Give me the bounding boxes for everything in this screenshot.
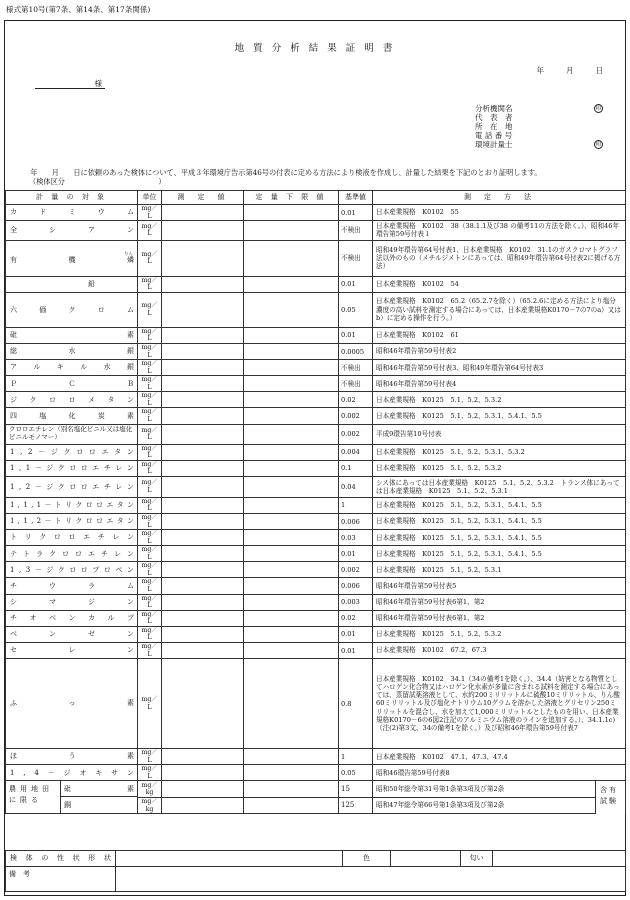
quant-limit-cell[interactable] (244, 292, 339, 327)
analyst-label: 電 話 番 号 (475, 131, 513, 140)
quant-limit-cell[interactable] (244, 642, 339, 658)
method-cell: 日本産業規格 K0125 5.1、5.2、5.3.1、5.4.1、5.5 (373, 497, 626, 513)
standard-value-cell: 0.05 (339, 765, 373, 781)
substance-name (6, 530, 138, 546)
standard-value-cell: 0.003 (339, 594, 373, 610)
method-cell: 昭和46年環告第59号付表6第1、第2 (373, 594, 626, 610)
method-cell: 日本産業規格 K0102 47.1、47.3、47.4 (373, 749, 626, 765)
quant-limit-cell[interactable] (244, 530, 339, 546)
table-row (6, 240, 626, 276)
unit-cell: mg／L (138, 497, 162, 513)
substance-label: 鉛 (88, 280, 95, 289)
table-row (6, 444, 626, 460)
method-cell: 昭和46年環告第59号付表2 (373, 343, 626, 359)
substance-label: 総 水 銀 (10, 347, 134, 356)
smell-label: 匂い (461, 851, 493, 867)
substance-label: 1 , 2 － ジ ク ロ ロ エ タ ン (10, 447, 134, 456)
standard-value-cell: 0.8 (339, 659, 373, 749)
unit-cell: mg／L (138, 392, 162, 408)
content-test-note: 含有試験 (595, 781, 625, 814)
measured-value-cell[interactable] (162, 749, 244, 765)
standard-value-cell: 0.002 (339, 424, 373, 444)
substance-name (6, 659, 138, 749)
method-cell: 日本産業規格 K0102 54 (373, 276, 626, 292)
quant-limit-cell[interactable] (244, 513, 339, 529)
substance-name (6, 376, 138, 392)
method-cell: 日本産業規格 K0125 5.1、5.2、5.3.1 (373, 562, 626, 578)
quant-limit-cell[interactable] (244, 476, 339, 497)
quant-limit-cell[interactable] (244, 626, 339, 642)
quant-limit-cell[interactable] (244, 424, 339, 444)
document-title: 地 質 分 析 結 果 証 明 書 (234, 43, 396, 54)
table-row (6, 343, 626, 359)
table-row (6, 276, 626, 292)
method-cell: 日本産業規格 K0125 5.1、5.2、5.3.2 (373, 626, 626, 642)
method-cell: 日本産業規格 K0102 38（38.1.1及び38 の備考11の方法を除く。）、昭和46年環告第59号付表１ (373, 221, 626, 241)
measured-value-cell[interactable] (162, 530, 244, 546)
header-limit: 定 量 下 限 値 (244, 191, 339, 205)
table-row (6, 626, 626, 642)
substance-name (6, 546, 138, 562)
ruby-text: りん (124, 252, 133, 258)
substance-name (6, 424, 138, 444)
quant-limit-cell[interactable] (244, 408, 339, 424)
substance-name (6, 392, 138, 408)
table-row (6, 594, 626, 610)
table-row (6, 749, 626, 765)
table-row (6, 659, 626, 749)
measured-value-cell[interactable] (162, 610, 244, 626)
table-row (6, 765, 626, 781)
substance-name (6, 749, 138, 765)
unit-cell: mg／L (138, 765, 162, 781)
analyst-label: 環境計量士 (475, 140, 513, 149)
remarks-value[interactable] (116, 867, 626, 892)
sample-category: （検体区分 ） (29, 176, 166, 186)
quant-limit-cell[interactable] (244, 610, 339, 626)
quant-limit-cell[interactable] (244, 444, 339, 460)
method-cell: 日本産業規格 K0102 67.2、67.3 (373, 642, 626, 658)
quant-limit-cell[interactable] (244, 221, 339, 241)
quant-limit-cell[interactable] (244, 240, 339, 276)
table-row (6, 497, 626, 513)
measured-value-cell[interactable] (162, 276, 244, 292)
analyst-info (475, 104, 603, 149)
standard-value-cell: 0.01 (339, 327, 373, 343)
statement-text: 年 月 日に依頼のあった検体について、平成３年環境庁告示第46号の付表に定める方法により検液を作成し、計量した結果を下記のとおり証明します。 (23, 168, 542, 177)
analyst-row (475, 122, 603, 131)
unit-cell: mg／L (138, 205, 162, 221)
table-row (6, 610, 626, 626)
table-row (6, 376, 626, 392)
farmland-substance: 砒 素 (61, 781, 137, 797)
substance-name (6, 513, 138, 529)
substance-name (6, 476, 138, 497)
substance-label: ト リ ク ロ ロ エ チ レ ン (10, 533, 134, 542)
substance-name (6, 327, 138, 343)
standard-value-cell: 1 (339, 497, 373, 513)
measured-value-cell[interactable] (162, 659, 244, 749)
substance-name (6, 240, 138, 276)
unit-cell: mg／L (138, 546, 162, 562)
measured-value-cell[interactable] (162, 797, 244, 814)
unit-cell: mg／L (138, 749, 162, 765)
quant-limit-cell[interactable] (244, 765, 339, 781)
quant-limit-cell[interactable] (244, 797, 339, 814)
measured-value-cell[interactable] (162, 292, 244, 327)
table-row (6, 562, 626, 578)
substance-label: ほ う 素 (10, 752, 134, 761)
table-row (6, 460, 626, 476)
method-cell: 昭和46環告第59号付表8 (373, 765, 626, 781)
measured-value-cell[interactable] (162, 497, 244, 513)
substance-label: 1 , 2 － ジ ク ロ ロ エ チ レ ン (10, 482, 134, 491)
method-cell: 日本産業規格 K0125 5.1、5.2、5.3.1、5.4.1、5.5 (373, 408, 626, 424)
day-label: 日 (595, 66, 603, 75)
method-cell: 日本産業規格 K0102 34.1（34の備考1を除く。）、34.4（妨害となる物質としてハロゲン化合物又はハロゲン化水素が多量に含まれる試料を測定する場合にあっては、蒸留試薬溶液として、水約200ミリリットルに硫酸10ミリリットル、りん酸60ミリリットル及び塩化ナトリウム10グラムを溶かした溶液とグリセリン250ミリリットルを混合し、水を加えて1,000ミリリットルとしたものを用い、日本産業規格K0170－6の6図2注記のアルミニウム溶液のラインを追加する。）、34.1.1c)（注(2)第3文、34の備考1を除く。）及び昭和46年環告第59号付表7 (373, 659, 626, 749)
quant-limit-cell[interactable] (244, 360, 339, 376)
substance-name (6, 360, 138, 376)
quant-limit-cell[interactable] (244, 578, 339, 594)
standard-value-cell: 不検出 (339, 240, 373, 276)
substance-name (6, 610, 138, 626)
table-row (6, 476, 626, 497)
measured-value-cell[interactable] (162, 376, 244, 392)
unit-cell: mg／L (138, 513, 162, 529)
unit-cell: mg／L (138, 240, 162, 276)
standard-value-cell: 不検出 (339, 221, 373, 241)
method-cell (373, 797, 626, 814)
unit-cell: mg／L (138, 610, 162, 626)
unit-cell: mg／L (138, 343, 162, 359)
measured-value-cell[interactable] (162, 240, 244, 276)
standard-value-cell: 15 (339, 781, 373, 798)
standard-value-cell: 0.002 (339, 562, 373, 578)
substance-name (6, 626, 138, 642)
substance-name (6, 408, 138, 424)
measured-value-cell[interactable] (162, 205, 244, 221)
standard-value-cell: 0.006 (339, 513, 373, 529)
substance-name (6, 292, 138, 327)
substance-name (6, 594, 138, 610)
method-text: 昭和50年総令第31号第1条第3項及び第2条 (376, 784, 505, 793)
measured-value-cell[interactable] (162, 594, 244, 610)
measured-value-cell[interactable] (162, 343, 244, 359)
table-row (6, 221, 626, 241)
farmland-row (6, 781, 626, 798)
method-cell: 日本産業規格 K0125 5.1、5.2、5.3.2 (373, 460, 626, 476)
unit-cell: mg／L (138, 476, 162, 497)
substance-label: 1 , 3 － ジ ク ロ ロ プ ロ ペ ン (10, 565, 134, 574)
substance-label: ベ ン ゼ ン (10, 630, 134, 639)
smell-value[interactable] (493, 851, 626, 867)
unit-cell: mg／L (138, 562, 162, 578)
remarks-row (6, 867, 626, 892)
quant-limit-cell[interactable] (244, 392, 339, 408)
standard-value-cell: 0.006 (339, 578, 373, 594)
substance-label: ア ル キ ル 水 銀 (10, 363, 134, 372)
quant-limit-cell[interactable] (244, 327, 339, 343)
unit-cell: mg／kg (138, 797, 162, 814)
standard-value-cell: 0.01 (339, 205, 373, 221)
quant-limit-cell[interactable] (244, 205, 339, 221)
substance-label: テ ト ラ ク ロ ロ エ チ レ ン (10, 549, 134, 558)
standard-value-cell: 0.004 (339, 444, 373, 460)
remarks-label: 備 考 (6, 867, 116, 892)
substance-label: 四 塩 化 炭 素 (10, 411, 134, 420)
standard-value-cell: 不検出 (339, 376, 373, 392)
quant-limit-cell[interactable] (244, 276, 339, 292)
standard-value-cell: 0.1 (339, 460, 373, 476)
substance-label: 1 , 4 － ジ オ キ サ ン (10, 768, 134, 777)
unit-cell: mg／L (138, 578, 162, 594)
analyst-row (475, 104, 603, 113)
unit-cell: mg／L (138, 292, 162, 327)
substance-label: Ｐ Ｃ Ｂ (10, 379, 134, 388)
unit-cell: mg／L (138, 530, 162, 546)
farmland-label: 農用地田に限る (6, 781, 61, 813)
substance-label: 全 シ ア ン (10, 226, 134, 235)
measured-value-cell[interactable] (162, 476, 244, 497)
color-value[interactable] (391, 851, 461, 867)
farmland-group (6, 781, 138, 814)
substance-label: 六 価 ク ロ ム (10, 305, 134, 314)
certification-statement (23, 169, 623, 186)
measured-value-cell[interactable] (162, 642, 244, 658)
table-row (6, 424, 626, 444)
method-cell: 日本産業規格 K0102 61 (373, 327, 626, 343)
measured-value-cell[interactable] (162, 546, 244, 562)
standard-value-cell: 0.0005 (339, 343, 373, 359)
quant-limit-cell[interactable] (244, 659, 339, 749)
analyst-label: 代 表 者 (475, 113, 513, 122)
measured-value-cell[interactable] (162, 424, 244, 444)
measured-value-cell[interactable] (162, 327, 244, 343)
measured-value-cell[interactable] (162, 408, 244, 424)
measured-value-cell[interactable] (162, 460, 244, 476)
method-cell: 日本産業規格 K0102 65.2（65.2.7を除く）（65.2.6に定める方法により塩分濃度の高い試料を測定する場合にあっては、日本産業規格K0170－7の7のa）又はb）に定める操作を行う。） (373, 292, 626, 327)
measured-value-cell[interactable] (162, 360, 244, 376)
farmland-substance: 銅 (64, 801, 71, 810)
substance-label: チ オ ベ ン カ ル ブ (10, 614, 134, 623)
table-row (6, 530, 626, 546)
substance-name (6, 562, 138, 578)
seal-mark: 印 (595, 141, 602, 148)
quant-limit-cell[interactable] (244, 376, 339, 392)
table-row (6, 513, 626, 529)
table-row (6, 360, 626, 376)
table-row (6, 205, 626, 221)
substance-label: クロロエチレン（別名塩化ビニル又は塩化ビニルモノマー） (9, 425, 133, 442)
substance-name (6, 343, 138, 359)
header-method: 測 定 方 法 (373, 191, 626, 205)
unit-cell: mg／L (138, 276, 162, 292)
table-row (6, 546, 626, 562)
method-cell: 日本産業規格 K0125 5.1、5.2、5.3.1、5.4.1、5.5 (373, 513, 626, 529)
method-cell: 日本産業規格 K0102 55 (373, 205, 626, 221)
results-table (5, 190, 626, 814)
quant-limit-cell[interactable] (244, 594, 339, 610)
standard-value-cell: 125 (339, 797, 373, 814)
header-target: 計 量 の 対 象 (6, 191, 138, 205)
analyst-row (475, 140, 603, 149)
method-cell: 平成9環告第10号付表 (373, 424, 626, 444)
method-cell: 日本産業規格 K0125 5.1、5.2、5.3.1、5.4.1、5.5 (373, 546, 626, 562)
standard-value-cell: 1 (339, 749, 373, 765)
substance-name (6, 642, 138, 658)
substance-label: チ ウ ラ ム (10, 581, 134, 590)
method-cell: 昭和46年環告第59号付表5 (373, 578, 626, 594)
header-unit: 単位 (138, 191, 162, 205)
unit-cell: mg／L (138, 659, 162, 749)
method-cell: 昭和49年環告第64号付表1、日本産業規格 K0102 31.1のガスクロマトグラフ法以外のもの（メチルジメトンにあっては、昭和49年環告第64号付表2に掲げる方法） (373, 240, 626, 276)
substance-label: ジ ク ロ ロ メ タ ン (10, 395, 134, 404)
quant-limit-cell[interactable] (244, 546, 339, 562)
standard-value-cell: 0.01 (339, 642, 373, 658)
quant-limit-cell[interactable] (244, 460, 339, 476)
header-measured: 測 定 値 (162, 191, 244, 205)
unit-cell: mg／L (138, 221, 162, 241)
header-row (6, 191, 626, 205)
method-cell: 日本産業規格 K0125 5.1、5.2、5.3.2 (373, 392, 626, 408)
seal-mark: 印 (595, 105, 602, 112)
addressee-field: 様 (35, 79, 105, 89)
measured-value-cell[interactable] (162, 781, 244, 798)
unit-cell: mg／L (138, 594, 162, 610)
method-cell: 日本産業規格 K0125 5.1、5.2、5.3.1、5.4.1、5.5 (373, 530, 626, 546)
substance-label: カ ド ミ ウ ム (10, 208, 134, 217)
substance-label: 1 , 1 , 1 － ト リ ク ロ ロ エ タ ン (10, 501, 134, 510)
issue-date (537, 66, 604, 75)
measured-value-cell[interactable] (162, 626, 244, 642)
table-row (6, 292, 626, 327)
standard-value-cell: 0.02 (339, 392, 373, 408)
method-cell: 昭和46年環告第59号付表3、昭和49年環告第64号付表3 (373, 360, 626, 376)
quant-limit-cell[interactable] (244, 497, 339, 513)
standard-value-cell: 0.04 (339, 476, 373, 497)
table-row (6, 408, 626, 424)
method-text: 昭和47年総令第66号第1条第3項及び第2条 (376, 801, 505, 810)
unit-cell: mg／L (138, 424, 162, 444)
month-label: 月 (566, 66, 574, 75)
quant-limit-cell[interactable] (244, 781, 339, 798)
standard-value-cell: 0.03 (339, 530, 373, 546)
table-row (6, 392, 626, 408)
method-cell: 日本産業規格 K0125 5.1、5.2、5.3.1、5.3.2 (373, 444, 626, 460)
unit-cell: mg／L (138, 642, 162, 658)
substance-name (6, 497, 138, 513)
unit-cell: mg／L (138, 408, 162, 424)
substance-name (6, 460, 138, 476)
table-row (6, 327, 626, 343)
measured-value-cell[interactable] (162, 765, 244, 781)
table-row (6, 642, 626, 658)
substance-label: ふ っ 素 (10, 699, 134, 708)
substance-label: 有 機 燐 (10, 255, 134, 264)
unit-cell: mg／L (138, 444, 162, 460)
unit-cell: mg／L (138, 376, 162, 392)
measured-value-cell[interactable] (162, 513, 244, 529)
standard-value-cell: 0.01 (339, 626, 373, 642)
nature-label: 検 体 の 性 状 形 状 (6, 851, 116, 867)
year-label: 年 (536, 66, 544, 75)
unit-cell: mg／kg (138, 781, 162, 798)
measured-value-cell[interactable] (162, 392, 244, 408)
standard-value-cell: 0.02 (339, 610, 373, 626)
certificate-sheet (4, 20, 626, 896)
standard-value-cell: 不検出 (339, 360, 373, 376)
substance-label: セ レ ン (10, 646, 134, 655)
unit-cell: mg／L (138, 327, 162, 343)
substance-name (6, 221, 138, 241)
measured-value-cell[interactable] (162, 562, 244, 578)
substance-name (6, 578, 138, 594)
substance-name (6, 276, 138, 292)
quant-limit-cell[interactable] (244, 343, 339, 359)
unit-cell: mg／L (138, 360, 162, 376)
standard-value-cell: 0.002 (339, 408, 373, 424)
substance-label: 1 , 1 , 2 － ト リ ク ロ ロ エ タ ン (10, 517, 134, 526)
method-cell: 昭和46年環告第59号付表4 (373, 376, 626, 392)
substance-name (6, 444, 138, 460)
measured-value-cell[interactable] (162, 221, 244, 241)
standard-value-cell: 0.01 (339, 546, 373, 562)
quant-limit-cell[interactable] (244, 749, 339, 765)
sample-properties-table (5, 850, 626, 892)
method-cell: シス体にあっては日本産業規格 K0125 5.1、5.2、5.3.2 トランス体にあっては日本産業規格 K0125 5.1、5.2、5.3.1 (373, 476, 626, 497)
analyst-label: 分析機関名 (475, 104, 513, 113)
substance-name (6, 205, 138, 221)
properties-row (6, 851, 626, 867)
nature-value[interactable] (116, 851, 343, 867)
standard-value-cell: 0.01 (339, 276, 373, 292)
analyst-row (475, 131, 603, 140)
table-row (6, 578, 626, 594)
unit-cell: mg／L (138, 460, 162, 476)
quant-limit-cell[interactable] (244, 562, 339, 578)
substance-name (6, 765, 138, 781)
unit-cell: mg／L (138, 626, 162, 642)
substance-label: 砒 素 (10, 331, 134, 340)
standard-value-cell: 0.05 (339, 292, 373, 327)
method-cell: 昭和46年環告第59号付表6第1、第2 (373, 610, 626, 626)
substance-label: シ マ ジ ン (10, 597, 134, 606)
header-standard: 基準値 (339, 191, 373, 205)
analyst-row (475, 113, 603, 122)
measured-value-cell[interactable] (162, 578, 244, 594)
analyst-label: 所 在 地 (475, 122, 513, 131)
measured-value-cell[interactable] (162, 444, 244, 460)
form-label: 様式第10号(第7条、第14条、第17条関係) (6, 5, 151, 14)
substance-label: 1 , 1 － ジ ク ロ ロ エ チ レ ン (10, 464, 134, 473)
color-label: 色 (343, 851, 391, 867)
